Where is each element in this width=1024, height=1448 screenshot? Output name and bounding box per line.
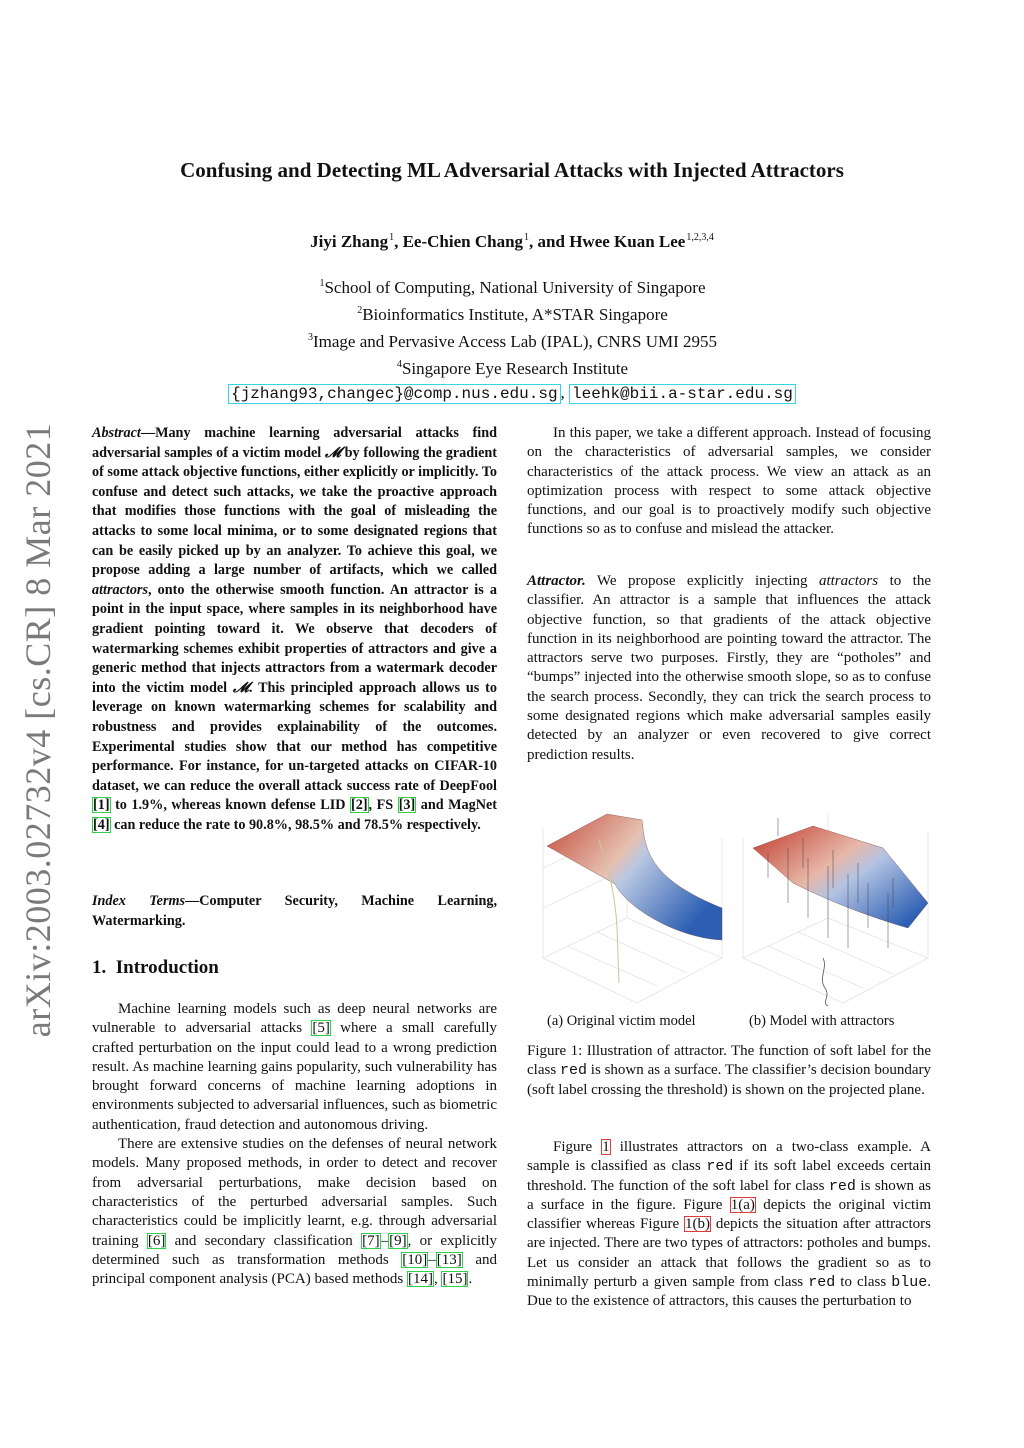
email-line: {jzhang93,changec}@comp.nus.edu.sg , leehk@bii.a-star.edu.sg bbox=[60, 381, 964, 406]
affiliation: $^2$Bioinformatics Institute, A*STAR Singapore bbox=[357, 305, 668, 324]
citation-link[interactable]: [4] bbox=[93, 816, 110, 833]
author-name: Hwee Kuan Lee bbox=[569, 232, 686, 251]
figure-link[interactable]: 1 bbox=[602, 1139, 610, 1155]
affiliation: $^4$Singapore Eye Research Institute bbox=[396, 359, 629, 378]
citation-link[interactable]: [15] bbox=[442, 1271, 468, 1288]
arxiv-stamp-text: arXiv:2003.02732v4 [cs.CR] 8 Mar 2021 bbox=[18, 422, 58, 1038]
emphasis: attractors bbox=[818, 573, 879, 589]
code-term: red bbox=[808, 1274, 836, 1292]
right-paragraph-attractor: Attractor. We propose explicitly injecting attractors to the classifier. An attractor is a sample that influences the attack objective function, so that gradients of the attack objective function in its neighborhood are pointing toward the attractor. The attractors serve two purposes. Firstly, they are “potholes” and “bumps” injected into the otherwise smooth slope, so as to confuse the search process. Secondly, they can trick the search process to some designated regions which make adversarial samples easily detected by an analyzer or even recovered to give correct prediction results. bbox=[527, 573, 931, 763]
citation-link[interactable]: [9] bbox=[389, 1232, 407, 1249]
section-title: Introduction bbox=[115, 957, 219, 978]
surface-plot-icon bbox=[733, 808, 933, 1008]
right-paragraph-1: In this paper, we take a different approach. Instead of focusing on the characteristics of adversarial samples, we consider characteristics of the attack process. We view an attack as an optimization process with respect to some attack objective functions, and our goal is to proactively modify such objective functions so as to confuse and mislead the attacker. bbox=[527, 425, 931, 538]
paragraph: Machine learning models such as deep neural networks are vulnerable to adversarial attacks [5] where a small carefully crafted perturbation on the input could lead to a wrong prediction result. As machine learning gains popularity, such vulnerability has brought forward concerns of machine learning adoptions in environments subjected to adversarial influences, such as biometric authentication, fraud detection and autonomous driving. bbox=[92, 1001, 497, 1133]
index-terms-label: Index Terms bbox=[92, 893, 186, 909]
figure-link[interactable]: 1(b) bbox=[684, 1216, 710, 1233]
math-symbol: 𝓜 bbox=[233, 679, 249, 696]
author-sup: 1 bbox=[389, 232, 395, 243]
author-name: Jiyi Zhang bbox=[310, 232, 389, 251]
arxiv-side-stamp bbox=[8, 400, 68, 1060]
surface-plot-icon bbox=[537, 808, 727, 1008]
abstract-label: Abstract bbox=[92, 425, 141, 441]
code-term: red bbox=[559, 1062, 587, 1080]
author-sup: 1 bbox=[524, 232, 530, 243]
subcaption: (a) Original victim model bbox=[547, 1013, 696, 1029]
code-term: red bbox=[828, 1177, 856, 1195]
paragraph: There are extensive studies on the defenses of neural network models. Many proposed methods, in order to detect and recover from adversarial perturbations, make decision based on characteristics of the perturbed adversarial samples. Such characteristics could be implicitly learnt, e.g. through adversarial training [6] and secondary classification [7]–[9], or explicitly determined such as transformation methods [10]–[13] and principal component analysis (PCA) based methods [14], [15]. bbox=[92, 1136, 497, 1288]
author-sup: 1,2,3,4 bbox=[686, 232, 714, 243]
author-name: Ee-Chien Chang bbox=[402, 232, 524, 251]
citation-link[interactable]: [2] bbox=[351, 797, 368, 814]
emphasis: attractors bbox=[92, 581, 148, 598]
paper-title: Confusing and Detecting ML Adversarial Attacks with Injected Attractors bbox=[180, 158, 844, 182]
email-link[interactable]: {jzhang93,changec}@comp.nus.edu.sg bbox=[228, 384, 560, 404]
intro-text bbox=[92, 1000, 497, 1289]
citation-link[interactable]: [10] bbox=[402, 1251, 428, 1268]
affiliation: $^3$Image and Pervasive Access Lab (IPAL), CNRS UMI 2955 bbox=[308, 332, 717, 351]
index-terms: Index Terms—Computer Security, Machine Learning, Watermarking. bbox=[92, 893, 498, 929]
citation-link[interactable]: [5] bbox=[312, 1020, 330, 1037]
email-link[interactable]: leehk@bii.a-star.edu.sg bbox=[569, 384, 796, 404]
math-symbol: 𝓜 bbox=[324, 444, 341, 461]
affiliation: $^1$School of Computing, National University of Singapore bbox=[319, 278, 706, 297]
figure-link[interactable]: 1(a) bbox=[730, 1196, 755, 1213]
citation-link[interactable]: [6] bbox=[147, 1232, 166, 1249]
right-paragraph-3: Figure 1 illustrates attractors on a two-class example. A sample is classified as class red if its soft label exceeds certain threshold. The function of the soft label for class red is shown as a surface in the figure. Figure 1(a) depicts the original victim classifier whereas Figure 1(b) depicts the situation after attractors are injected. There are two types of attractors: potholes and bumps. Let us consider an attack that follows the gradient so as to minimally perturb a given sample from class red to class blue. Due to the existence of attractors, this causes the perturbation to bbox=[527, 1139, 932, 1310]
code-term: red bbox=[706, 1158, 734, 1176]
citation-link[interactable]: [13] bbox=[436, 1251, 462, 1268]
abstract: Abstract—Many machine learning adversarial attacks find adversarial samples of a victim model 𝓜 by following the gradient of some attack objective functions, either explicitly or implicitly. To confuse and detect such attacks, we take the proactive approach that modifies those functions with the goal of misleading the attacks to some local minima, or to some designated regions that can be easily picked up by an analyzer. To achieve this goal, we propose adding a large number of artifacts, which we called attractors, onto the otherwise smooth function. An attractor is a point in the input space, where samples in its neighborhood have gradient pointing toward it. We observe that decoders of watermarking schemes exhibit properties of attractors and give a generic method that injects attractors from a watermark decoder into the victim model 𝓜. This principled approach allows us to leverage on known watermarking schemes for scalability and robustness and provides explainability of the outcomes. Experimental studies show that our method has competitive performance. For instance, for un-targeted attacks on CIFAR-10 dataset, we can reduce the overall attack success rate of DeepFool [1] to 1.9%, whereas known defense LID [2], FS [3] and MagNet [4] can reduce the rate to 90.8%, 98.5% and 78.5% respectively. bbox=[92, 425, 498, 833]
section-number: 1. bbox=[92, 957, 107, 978]
citation-link[interactable]: [3] bbox=[398, 797, 416, 814]
affiliations bbox=[60, 272, 964, 406]
code-term: blue bbox=[891, 1274, 928, 1292]
citation-link[interactable]: [14] bbox=[407, 1271, 433, 1288]
figure-caption: Figure 1: Illustration of attractor. The function of soft label for the class red is shown as a surface. The classifier’s decision boundary (soft label crossing the threshold) is shown on the projected plane. bbox=[527, 1043, 931, 1098]
citation-link[interactable]: [1] bbox=[93, 797, 110, 814]
section-heading bbox=[92, 958, 497, 977]
author-list: Jiyi Zhang$^1$, Ee-Chien Chang$^1$, and Hwee Kuan Lee$^{1,2,3,4}$ bbox=[310, 232, 714, 251]
attractor-label: Attractor. bbox=[527, 573, 586, 589]
subcaption: (b) Model with attractors bbox=[749, 1013, 895, 1029]
figure-1 bbox=[527, 808, 931, 1038]
citation-link[interactable]: [7] bbox=[362, 1232, 380, 1249]
